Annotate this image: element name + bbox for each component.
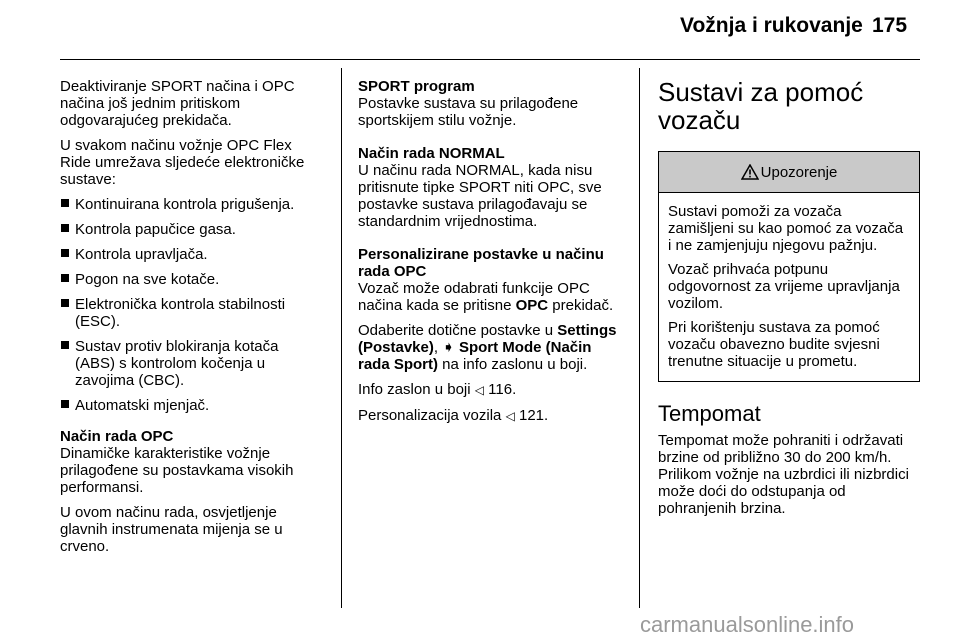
column-divider-2 bbox=[639, 68, 640, 608]
sport-text: Postavke sustava su prilagođene sportskijem stilu vožnje. bbox=[358, 95, 579, 129]
header-rule bbox=[60, 59, 920, 60]
warning-text-2: Vozač prihvaća potpunu odgovornost za vrijeme upravljanja vozilom. bbox=[668, 261, 900, 312]
warning-triangle-icon bbox=[741, 164, 759, 180]
opc-mode-text: Dinamičke karakteristike vožnje prilagođene su postavkama visokih performansi. bbox=[60, 445, 294, 496]
watermark: carmanualsonline.info bbox=[640, 612, 855, 637]
personalized-text: Vozač može odabrati funkcije OPC načina kada se pritisne OPC prekidač. bbox=[358, 280, 614, 314]
bullet-square-icon bbox=[61, 400, 69, 408]
select-settings-text: Odaberite dotične postavke u Settings (Postavke), ➧ Sport Mode (Način rada Sport) na info zaslonu u boji. bbox=[358, 322, 617, 373]
bullet-square-icon bbox=[61, 249, 69, 257]
normal-text: U načinu rada NORMAL, kada nisu pritisnute tipke SPORT niti OPC, sve postavke sustava prilagođavaju se standardnim vrijednostima. bbox=[358, 162, 602, 230]
bullet-square-icon bbox=[61, 299, 69, 307]
list-item: Automatski mjenjač. bbox=[60, 397, 322, 414]
page-reference-icon: ◁ bbox=[505, 409, 515, 423]
tempomat-text: Tempomat može pohraniti i održavati brzine od približno 30 do 200 km/h. Prilikom vožnje na uzbrdici ili nizbrdici može doći do odstupanja od pohranjenih brzina. bbox=[658, 432, 909, 517]
list-item: Kontrola papučice gasa. bbox=[60, 221, 322, 238]
menu-arrow-icon: ➧ bbox=[442, 339, 455, 356]
warning-text-1: Sustavi pomoži za vozača zamišljeni su kao pomoć za vozača i ne zamjenjuju njegovu pažnju. bbox=[668, 203, 904, 254]
list-item: Kontrola upravljača. bbox=[60, 246, 322, 263]
list-item: Elektronička kontrola stabilnosti (ESC). bbox=[60, 296, 322, 330]
page-reference-icon: ◁ bbox=[474, 383, 484, 397]
sport-mode-menu-label: Sport Mode (Način rada Sport) bbox=[358, 339, 592, 373]
bullet-square-icon bbox=[61, 341, 69, 349]
paragraph-systems-intro: U svakom načinu vožnje OPC Flex Ride umrežava sljedeće elektroničke sustave: bbox=[60, 137, 305, 188]
opc-mode-lighting-text: U ovom načinu rada, osvjetljenje glavnih instrumenata mijenja se u crveno. bbox=[60, 504, 283, 555]
column-1 bbox=[60, 78, 322, 563]
warning-body bbox=[659, 193, 919, 381]
bullet-square-icon bbox=[61, 199, 69, 207]
section-title: Sustavi za pomoć vozaču bbox=[658, 77, 864, 135]
reference-personalization: Personalizacija vozila ◁ 121. bbox=[358, 407, 549, 424]
column-3 bbox=[658, 78, 920, 525]
opc-switch-label: OPC bbox=[515, 297, 549, 314]
paragraph-deactivate: Deaktiviranje SPORT načina i OPC načina još jednim pritiskom odgovarajućeg prekidača. bbox=[60, 78, 295, 129]
reference-info-display: Info zaslon u boji ◁ 116. bbox=[358, 381, 517, 398]
bullet-square-icon bbox=[61, 224, 69, 232]
column-divider-1 bbox=[341, 68, 342, 608]
warning-box bbox=[658, 151, 920, 382]
page-number: 175 bbox=[872, 14, 908, 37]
sport-heading: SPORT program bbox=[358, 78, 475, 95]
normal-heading: Način rada NORMAL bbox=[358, 145, 505, 162]
settings-menu-label: Settings (Postavke) bbox=[358, 322, 617, 356]
sport-section bbox=[358, 78, 624, 129]
tempomat-heading: Tempomat bbox=[658, 401, 761, 426]
list-item: Kontinuirana kontrola prigušenja. bbox=[60, 196, 322, 213]
opc-mode-heading: Način rada OPC bbox=[60, 428, 174, 445]
normal-section bbox=[358, 145, 624, 230]
list-item: Sustav protiv blokiranja kotača (ABS) s kontrolom kočenja u zavojima (CBC). bbox=[60, 338, 322, 389]
bullet-square-icon bbox=[61, 274, 69, 282]
column-2 bbox=[358, 78, 624, 433]
header-title: Vožnja i rukovanje bbox=[680, 14, 863, 37]
warning-label: Upozorenje bbox=[760, 163, 838, 181]
systems-list bbox=[60, 196, 322, 414]
warning-header bbox=[659, 152, 919, 193]
personalized-heading: Personalizirane postavke u načinu rada OPC bbox=[358, 246, 604, 280]
list-item: Pogon na sve kotače. bbox=[60, 271, 322, 288]
warning-text-3: Pri korištenju sustava za pomoć vozaču obavezno budite svjesni trenutne situacije u prometu. bbox=[668, 319, 880, 370]
